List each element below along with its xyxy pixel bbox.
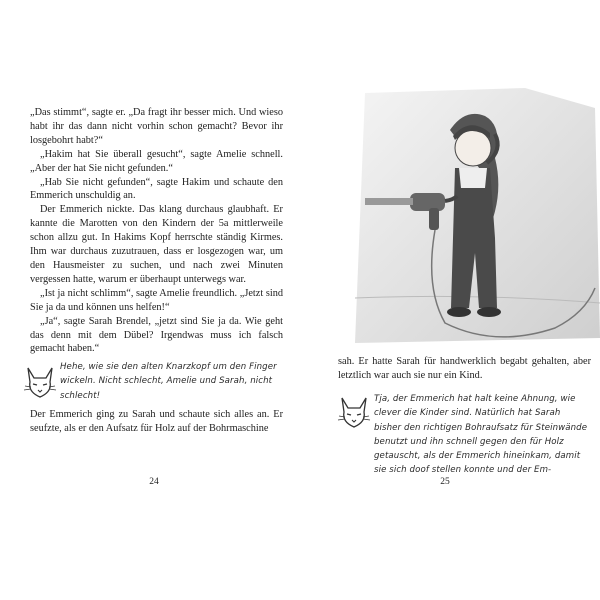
right-page-top (338, 355, 591, 383)
page-number: 24 (149, 477, 159, 487)
paragraph: „Hakim hat Sie überall gesucht“, sagte Amelie schnell. „Aber der hat Sie nicht gefunden.“ (30, 148, 283, 174)
handwritten-note: Tja, der Emmerich hat halt keine Ahnung, wie clever die Kinder sind. Natürlich hat Sarah bisher den richtigen Bohraufsatz für Steinwände benutzt und ihn schnell gegen den für Holz getauscht, als der Emmerich hineinkam, damit sie sich doof stellen konnte und der Em- (374, 394, 588, 476)
paragraph: sah. Er hatte Sarah für handwerklich begabt gehalten, aber letztlich war auch sie nur ein Kind. (338, 356, 591, 381)
paragraph: „Ist ja nicht schlimm“, sagte Amelie freundlich. „Jetzt sind Sie ja da und können uns helfen!“ (30, 287, 283, 313)
paragraph: „Hab Sie nicht gefunden“, sagte Hakim und schaute den Emmerich unschuldig an. (30, 176, 283, 202)
paragraph: Der Emmerich ging zu Sarah und schaute sich alles an. Er seufzte, als er den Aufsatz für Holz auf der Bohrmaschine (30, 409, 283, 434)
girl-with-drill-illustration (355, 88, 600, 348)
left-page-bottom (30, 408, 283, 436)
handwritten-note: Hehe, wie sie den alten Knarzkopf um den Finger wickeln. Nicht schlecht, Amelie und Sarah, nicht schlecht! (60, 362, 277, 401)
paragraph: Der Emmerich nickte. Das klang durchaus glaubhaft. Er kannte die Marotten von den Kindern der 5a mittlerweile schon allzu gut. In Hakims Kopf herrschte ständig Kirmes. Ihm war durchaus zuzutrauen, dass er losgezogen war, um den Hausmeister zu suchen, und nach zwei Minuten vergessen hatte, warum er überhaupt unterwegs war. (30, 204, 283, 285)
paragraph: „Das stimmt“, sagte er. „Da fragt ihr besser mich. Und wieso habt ihr das dann nicht vorhin schon gemacht? Bevor ihr losgebohrt habt?“ (30, 107, 283, 146)
paragraph: „Ja“, sagte Sarah Brendel, „jetzt sind Sie ja da. Wie geht das denn mit dem Dübel? Irgendwas muss ich falsch gemacht haben.“ (30, 315, 283, 355)
fox-mascot-icon (22, 364, 58, 402)
fox-mascot-icon (336, 394, 372, 432)
right-page (300, 0, 600, 600)
page-number: 25 (440, 477, 450, 487)
left-page-body (30, 106, 283, 356)
